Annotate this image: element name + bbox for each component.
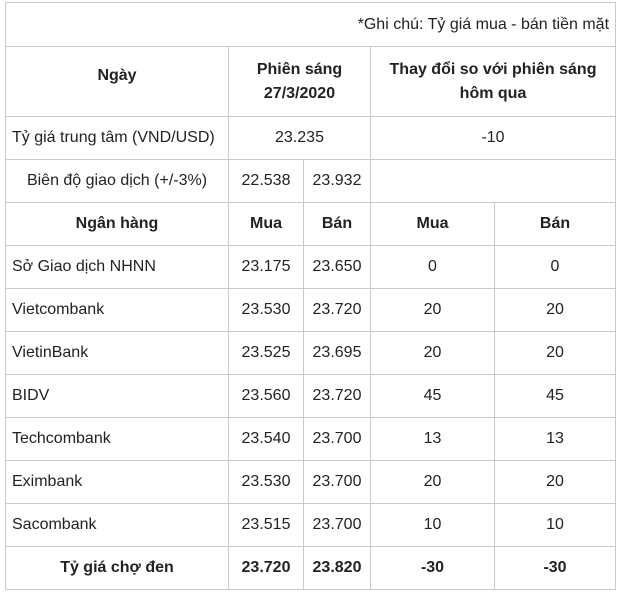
note-text: *Ghi chú: Tỷ giá mua - bán tiền mặt: [6, 3, 616, 47]
bank-sell: 23.700: [304, 504, 371, 547]
band-label: Biên độ giao dịch (+/-3%): [6, 160, 229, 203]
table-row: [6, 418, 616, 461]
bank-sell: 23.700: [304, 418, 371, 461]
bank-change-buy: 0: [371, 246, 495, 289]
bank-name: BIDV: [6, 375, 229, 418]
band-high: 23.932: [304, 160, 371, 203]
black-market-label: Tỷ giá chợ đen: [6, 547, 229, 590]
bank-buy: 23.525: [229, 332, 304, 375]
bank-buy: 23.175: [229, 246, 304, 289]
bank-name: Sacombank: [6, 504, 229, 547]
table-row: [6, 289, 616, 332]
black-market-change-buy: -30: [371, 547, 495, 590]
session-header-line2: 27/3/2020: [263, 84, 336, 102]
bank-sell: 23.650: [304, 246, 371, 289]
bank-change-sell: 20: [495, 461, 616, 504]
central-rate-change: -10: [371, 117, 616, 160]
bank-column-header: Ngân hàng: [6, 203, 229, 246]
bank-name: Sở Giao dịch NHNN: [6, 246, 229, 289]
bank-change-buy: 10: [371, 504, 495, 547]
bank-change-buy: 20: [371, 461, 495, 504]
bank-change-buy: 45: [371, 375, 495, 418]
bank-buy: 23.530: [229, 289, 304, 332]
central-rate-label: Tỷ giá trung tâm (VND/USD): [6, 117, 229, 160]
bank-change-sell: 45: [495, 375, 616, 418]
bank-sell: 23.720: [304, 289, 371, 332]
session-header-line1: Phiên sáng: [256, 60, 343, 78]
table-row: [6, 375, 616, 418]
bank-change-sell: 0: [495, 246, 616, 289]
band-row: [6, 160, 616, 203]
exchange-rate-table: [5, 2, 616, 590]
buy-column-header: Mua: [229, 203, 304, 246]
central-rate-value: 23.235: [229, 117, 371, 160]
change-header: [371, 47, 616, 117]
bank-change-sell: 20: [495, 289, 616, 332]
session-header: [229, 47, 371, 117]
bank-buy: 23.515: [229, 504, 304, 547]
header-row: [6, 47, 616, 117]
bank-sell: 23.720: [304, 375, 371, 418]
sell-column-header: Bán: [304, 203, 371, 246]
band-low: 22.538: [229, 160, 304, 203]
change-buy-column-header: Mua: [371, 203, 495, 246]
change-sell-column-header: Bán: [495, 203, 616, 246]
bank-sell: 23.700: [304, 461, 371, 504]
band-empty-cell: [371, 160, 616, 203]
bank-name: Eximbank: [6, 461, 229, 504]
black-market-row: [6, 547, 616, 590]
bank-name: VietinBank: [6, 332, 229, 375]
change-header-line1: Thay đổi so với phiên sáng: [389, 60, 597, 78]
bank-change-sell: 20: [495, 332, 616, 375]
black-market-buy: 23.720: [229, 547, 304, 590]
table-row: [6, 504, 616, 547]
bank-sell: 23.695: [304, 332, 371, 375]
date-header: Ngày: [6, 47, 229, 117]
central-rate-row: [6, 117, 616, 160]
bank-buy: 23.560: [229, 375, 304, 418]
bank-change-sell: 13: [495, 418, 616, 461]
bank-change-sell: 10: [495, 504, 616, 547]
bank-name: Techcombank: [6, 418, 229, 461]
bank-change-buy: 20: [371, 289, 495, 332]
column-header-row: [6, 203, 616, 246]
black-market-change-sell: -30: [495, 547, 616, 590]
note-row: [6, 3, 616, 47]
black-market-sell: 23.820: [304, 547, 371, 590]
bank-name: Vietcombank: [6, 289, 229, 332]
table-row: [6, 246, 616, 289]
bank-change-buy: 13: [371, 418, 495, 461]
change-header-line2: hôm qua: [459, 84, 527, 102]
table-row: [6, 461, 616, 504]
bank-change-buy: 20: [371, 332, 495, 375]
table-row: [6, 332, 616, 375]
bank-buy: 23.530: [229, 461, 304, 504]
bank-buy: 23.540: [229, 418, 304, 461]
